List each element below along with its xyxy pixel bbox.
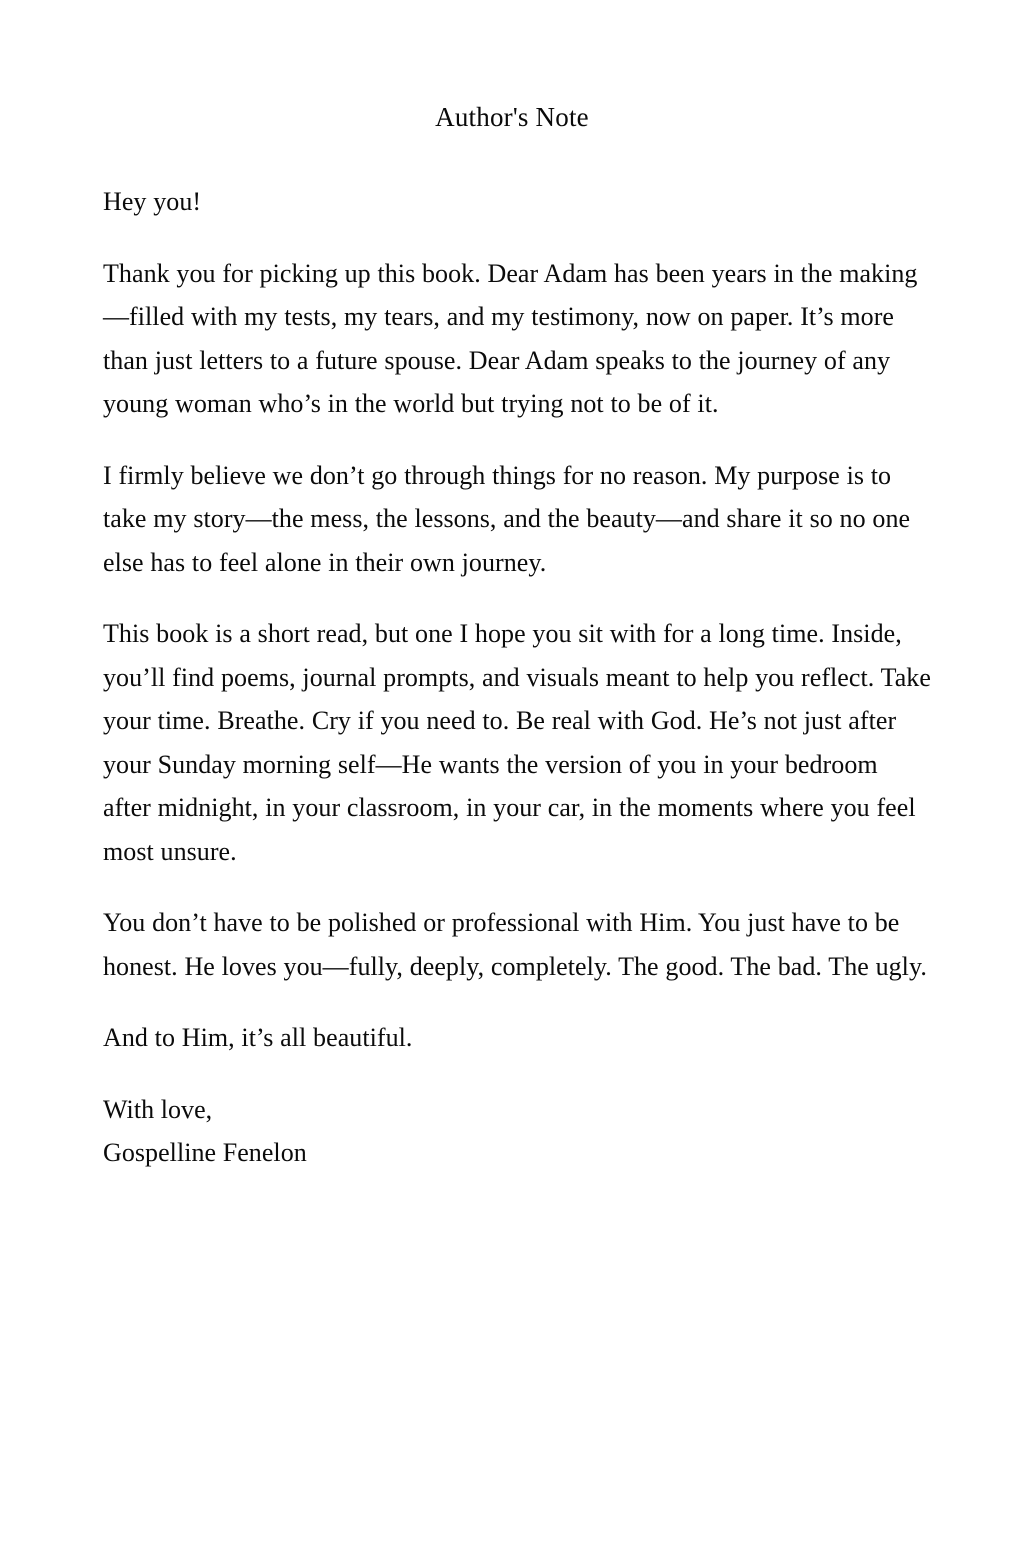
body-paragraph-1: Thank you for picking up this book. Dear Adam has been years in the making—filled with my tests, my tears, and my testimony, now on paper. It’s more than just letters to a future spouse. Dear Adam speaks to the journey of any young woman who’s in the world but trying not to be of it. [103, 258, 918, 418]
body-paragraph-3: This book is a short read, but one I hope you sit with for a long time. Inside, you’ll find poems, journal prompts, and visuals meant to help you reflect. Take your time. Breathe. Cry if you need to. Be real with God. He’s not just after your Sunday morning self—He wants the version of you in your bedroom after midnight, in your classroom, in your car, in the moments where you feel most unsure. [103, 619, 931, 866]
page-title: Author's Note [435, 102, 589, 132]
body-text-column [103, 180, 931, 1175]
signature-closing: With love, [103, 1094, 213, 1124]
signature-author-name: Gospelline Fenelon [103, 1138, 307, 1167]
signature-block [103, 1088, 931, 1175]
body-paragraph-4: You don’t have to be polished or professional with Him. You just have to be honest. He loves you—fully, deeply, completely. The good. The bad. The ugly. [103, 908, 927, 981]
body-paragraph-5: And to Him, it’s all beautiful. [103, 1023, 413, 1052]
greeting-paragraph: Hey you! [103, 187, 202, 216]
body-paragraph-2: I firmly believe we don’t go through things for no reason. My purpose is to take my story—the mess, the lessons, and the beauty—and share it so no one else has to feel alone in their own journey. [103, 460, 911, 577]
